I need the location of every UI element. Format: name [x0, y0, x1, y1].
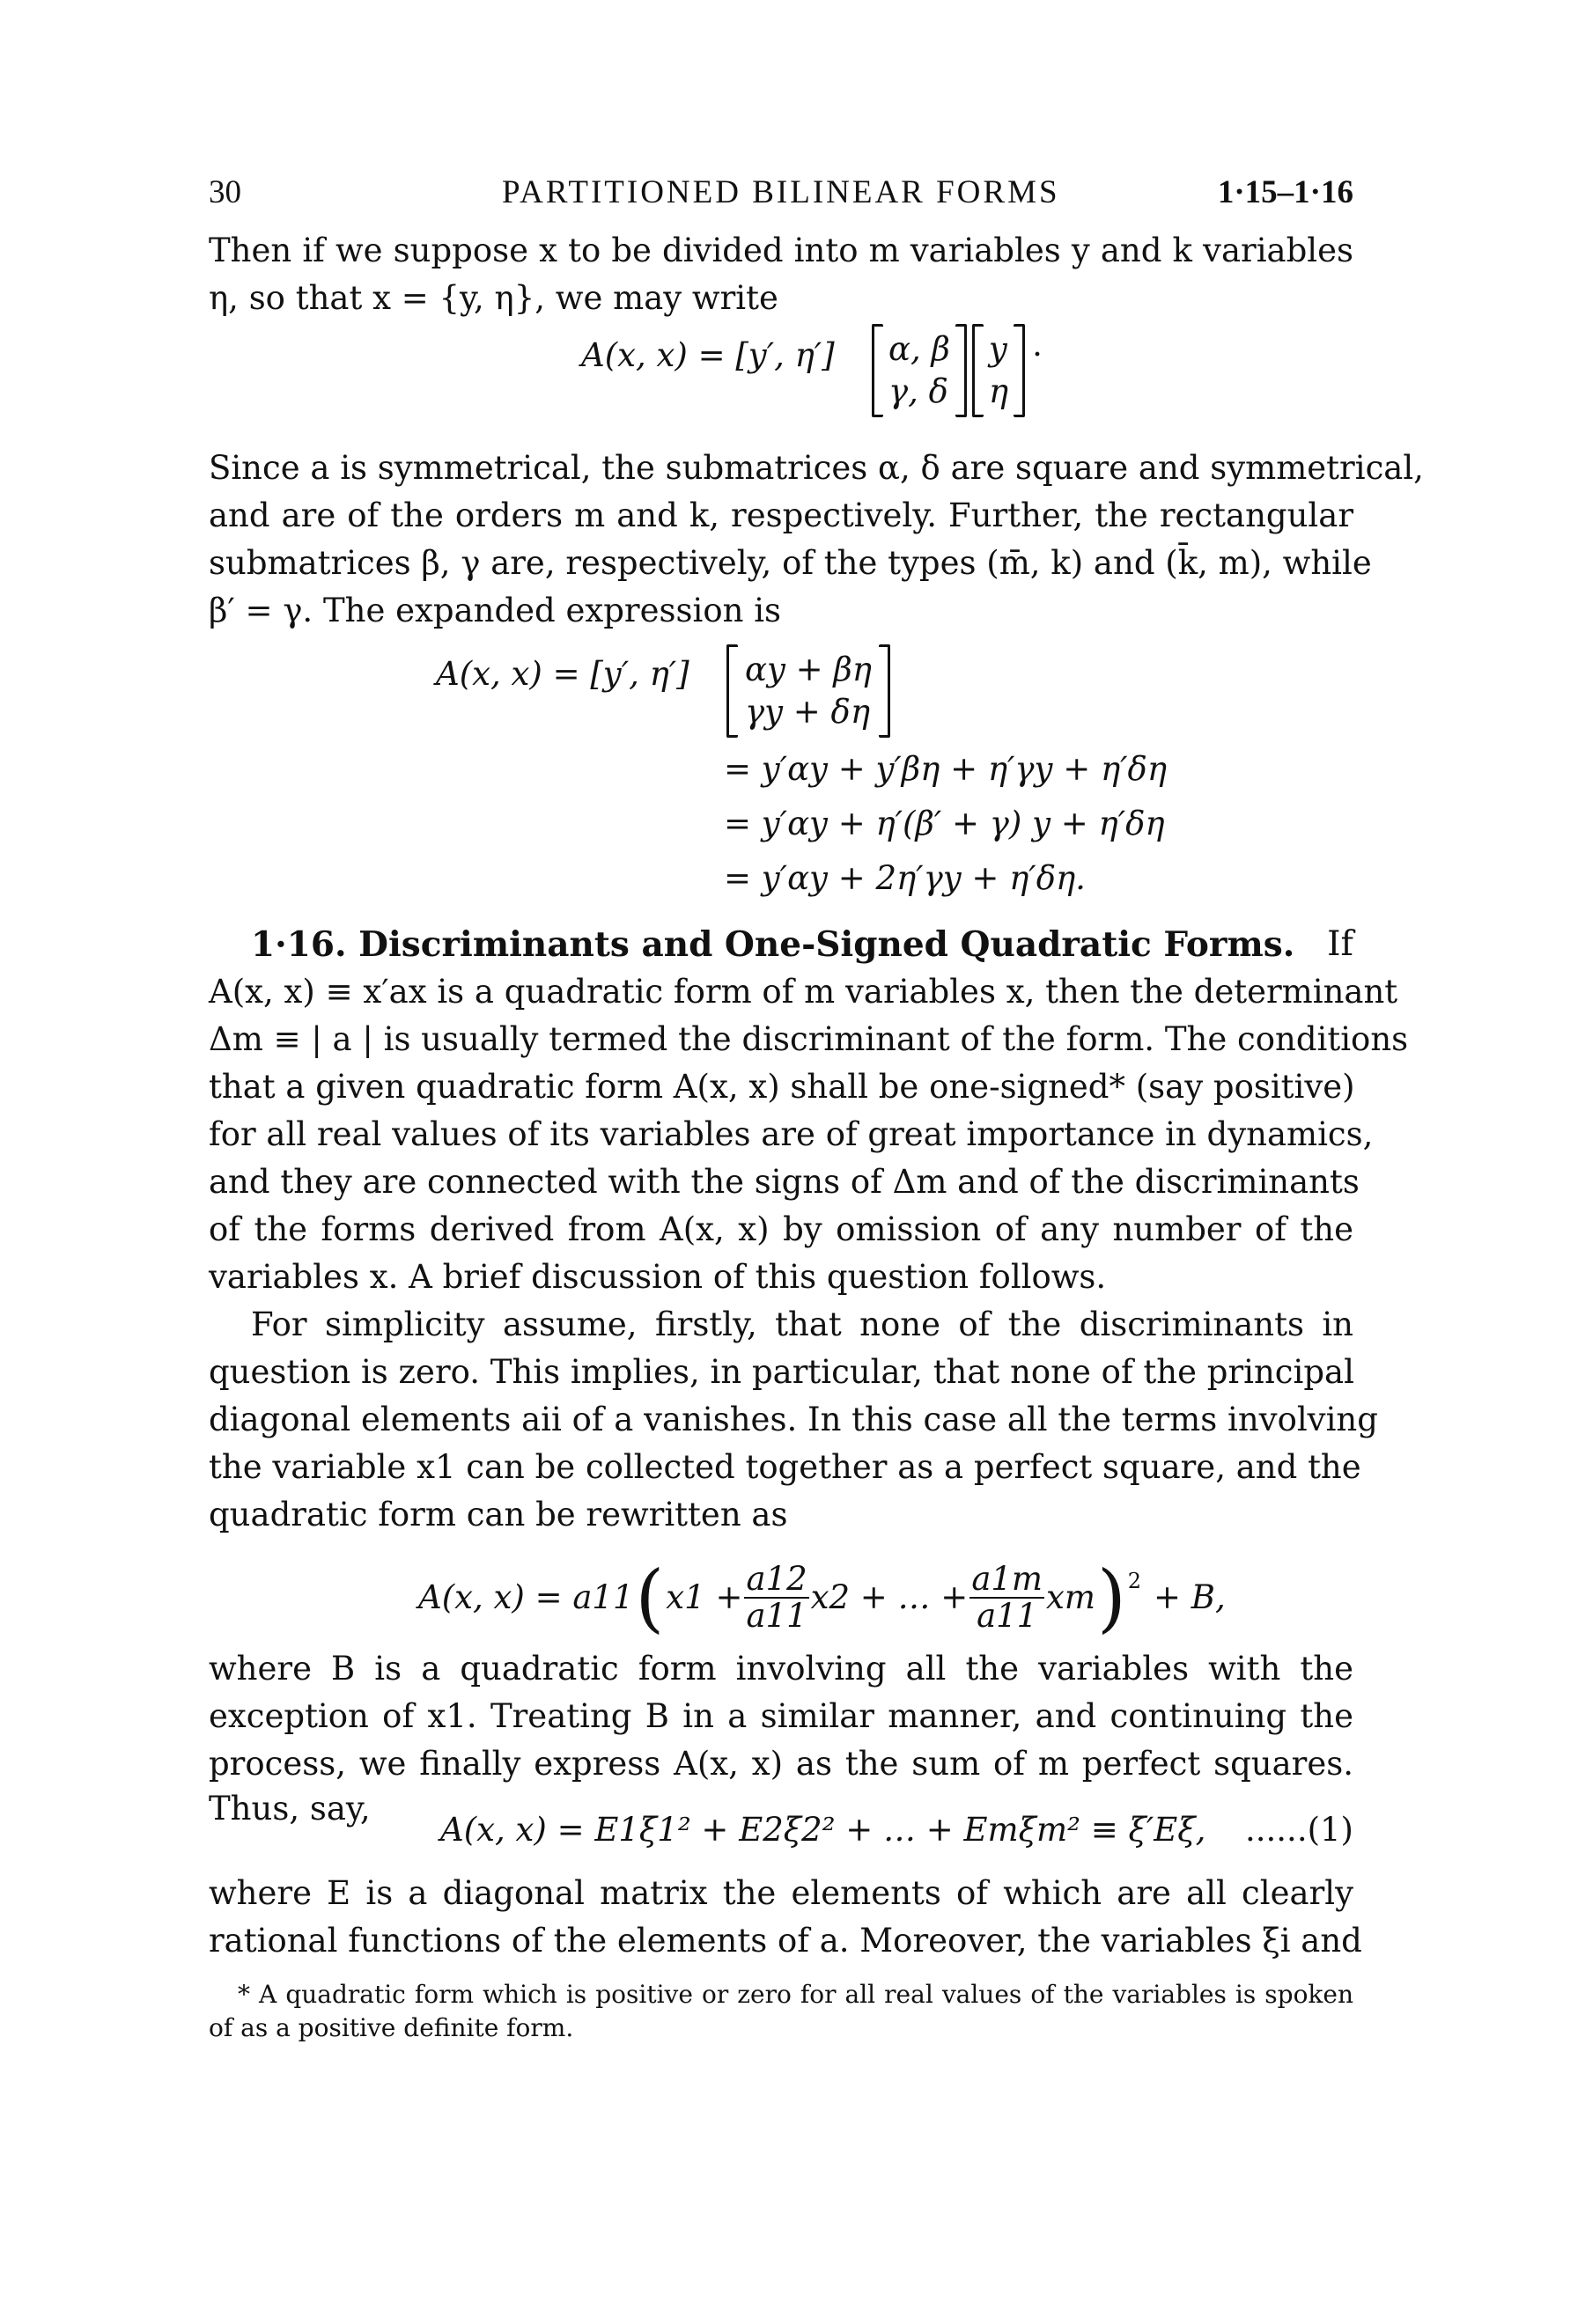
section-heading-line: [251, 921, 1353, 968]
equation-number: ......(1): [1245, 1811, 1353, 1849]
paragraph-line: Since a is symmetrical, the submatrices α, δ are square and symmetrical,: [209, 449, 1424, 487]
right-bracket: [955, 324, 967, 417]
equation-3-tail: + B,: [1154, 1578, 1226, 1616]
equation-2-vector: [726, 644, 890, 738]
equation-3-term: xm: [1046, 1578, 1095, 1616]
vector-row: αy + βη: [745, 651, 872, 688]
footnote-line: of as a positive definite form.: [209, 2013, 574, 2042]
paragraph-line: for all real values of its variables are of great importance in dynamics,: [209, 1115, 1374, 1153]
paragraph-line: process, we finally express A(x, x) as the sum of m perfect squares.: [209, 1745, 1353, 1783]
right-bracket: [1014, 324, 1025, 417]
matrix-row: γ, δ: [888, 372, 948, 410]
right-bracket: [879, 644, 890, 738]
left-bracket: [972, 324, 984, 417]
paragraph-line: rational functions of the elements of a. Moreover, the variables ξi and: [209, 1922, 1362, 1960]
paragraph-line: and they are connected with the signs of Δm and of the discriminants: [209, 1163, 1360, 1201]
left-bracket: [726, 644, 738, 738]
paragraph-line: exception of x1. Treating B in a similar manner, and continuing the: [209, 1697, 1353, 1735]
equation-2-line: = y′αy + y′βη + η′γy + η′δη: [724, 750, 1167, 788]
equation-4: A(x, x) = E1ξ1² + E2ξ2² + … + Emξm² ≡ ξ′Eξ,: [440, 1811, 1206, 1849]
vector-row: y: [988, 330, 1007, 368]
equation-1-lhs: A(x, x) = [y′, η′]: [581, 336, 835, 374]
equation-3-fraction: $\frac{a12}{a11}$: [746, 1560, 807, 1635]
section-heading: 1·16. Discriminants and One-Signed Quadratic Forms.: [251, 924, 1295, 965]
equation-3: [418, 1549, 1226, 1646]
page-number: 30: [209, 174, 241, 210]
equation-3-term: x1 +: [666, 1578, 743, 1616]
paragraph-line: quadratic form can be rewritten as: [209, 1496, 788, 1533]
paragraph-line: question is zero. This implies, in particular, that none of the principal: [209, 1353, 1354, 1391]
equation-3-lhs: A(x, x) = a11: [418, 1578, 634, 1616]
equation-3-power: 2: [1127, 1569, 1142, 1593]
section-heading-tail: If: [1327, 924, 1353, 964]
vector-row: η: [988, 372, 1009, 410]
equation-2-lhs: A(x, x) = [y′, η′]: [436, 655, 689, 693]
paragraph-line: diagonal elements aii of a vanishes. In this case all the terms involving: [209, 1401, 1378, 1438]
section-range: 1·15–1·16: [1217, 174, 1353, 210]
paragraph-line: For simplicity assume, firstly, that none of the discriminants in: [251, 1305, 1353, 1343]
equation-period: .: [1032, 326, 1043, 364]
open-paren: (: [635, 1555, 665, 1641]
paragraph-line: that a given quadratic form A(x, x) shall be one-signed* (say positive): [209, 1068, 1355, 1106]
equation-2-line: = y′αy + η′(β′ + γ) y + η′δη: [724, 805, 1165, 842]
close-paren: ): [1096, 1555, 1126, 1641]
paragraph-line: β′ = γ. The expanded expression is: [209, 592, 782, 629]
equation-2-line: = y′αy + 2η′γy + η′δη.: [724, 859, 1086, 897]
thus-say: Thus, say,: [209, 1790, 371, 1828]
vector-row: γy + δη: [745, 693, 870, 731]
paragraph-line: Δm ≡ | a | is usually termed the discriminant of the form. The conditions: [209, 1020, 1409, 1058]
equation-3-term: x2 + … +: [810, 1578, 969, 1616]
paragraph-line: of the forms derived from A(x, x) by omission of any number of the: [209, 1210, 1353, 1248]
paragraph-line: submatrices β, γ are, respectively, of the types (m̄, k) and (k̄, m), while: [209, 544, 1372, 582]
paragraph-line: the variable x1 can be collected together as a perfect square, and the: [209, 1448, 1361, 1486]
paragraph-line: Then if we suppose x to be divided into m variables y and k variables: [209, 232, 1353, 269]
paragraph-line: variables x. A brief discussion of this question follows.: [209, 1258, 1107, 1296]
paragraph-line: and are of the orders m and k, respectively. Further, the rectangular: [209, 496, 1353, 534]
paragraph-line: η, so that x = {y, η}, we may write: [209, 279, 778, 317]
paragraph-line: A(x, x) ≡ x′ax is a quadratic form of m variables x, then the determinant: [209, 973, 1398, 1011]
equation-3-fraction: $\frac{a1m}{a11}$: [971, 1560, 1043, 1635]
paragraph-line: where E is a diagonal matrix the elements of which are all clearly: [209, 1874, 1353, 1912]
matrix-row: α, β: [888, 330, 950, 368]
running-title: PARTITIONED BILINEAR FORMS: [502, 174, 1060, 210]
footnote-line: * A quadratic form which is positive or zero for all real values of the variables is spoken: [238, 1980, 1353, 2009]
equation-1-matrix: [872, 324, 1043, 417]
left-bracket: [872, 324, 883, 417]
paragraph-line: where B is a quadratic form involving all the variables with the: [209, 1650, 1353, 1688]
